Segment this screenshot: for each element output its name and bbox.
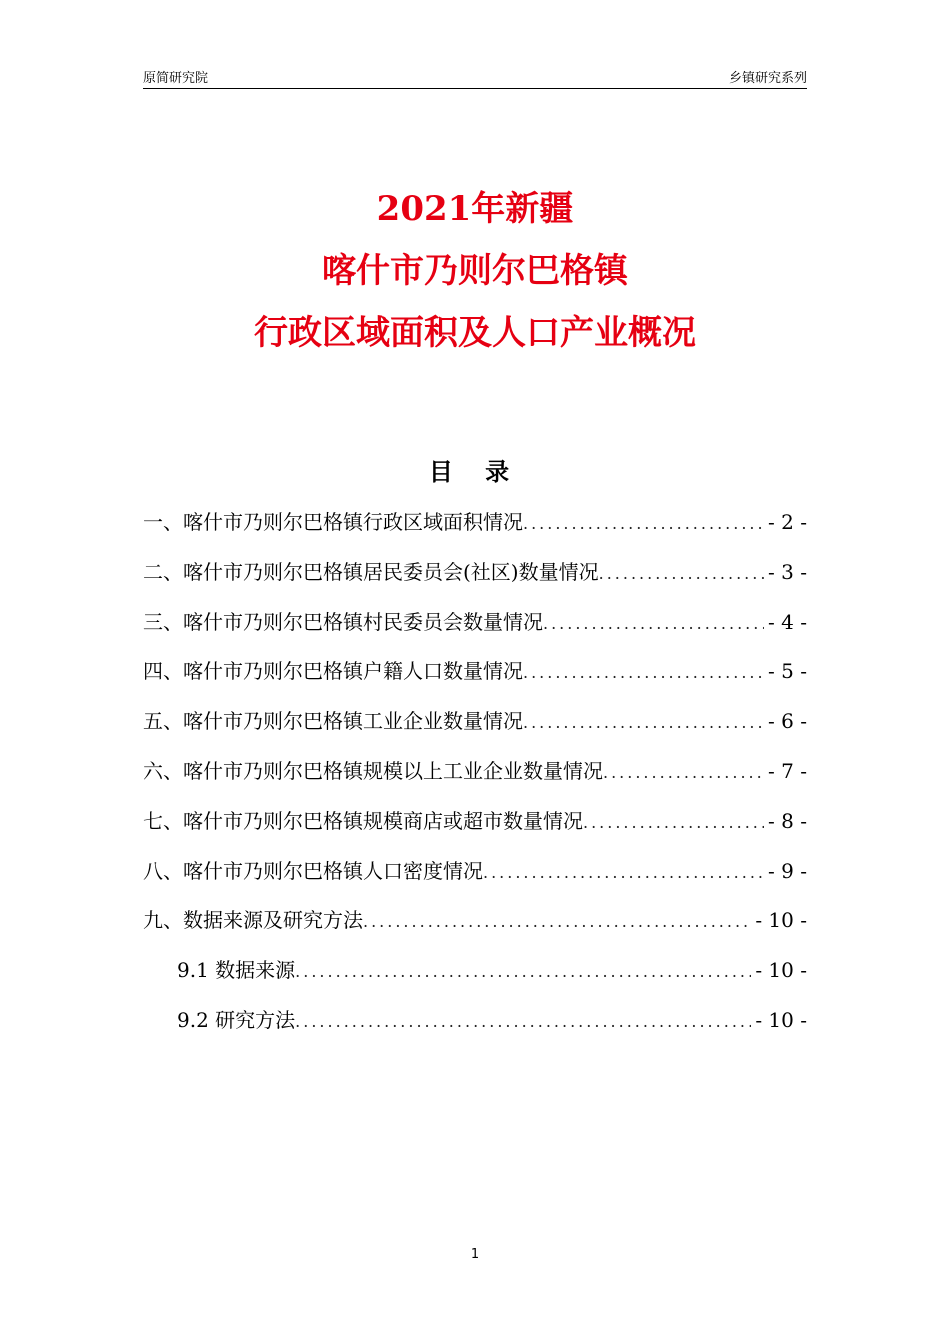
table-of-contents <box>143 506 807 1054</box>
toc-entry-page: - 10 - <box>755 958 807 983</box>
toc-entry[interactable] <box>143 606 807 656</box>
toc-entry-label: 9.1 数据来源 <box>177 958 296 983</box>
dot-leader <box>543 614 764 633</box>
toc-entry-page: - 7 - <box>768 758 807 783</box>
toc-subentry[interactable] <box>143 1004 807 1054</box>
header-left: 原简研究院 <box>143 71 209 86</box>
toc-entry-page: - 6 - <box>768 709 807 734</box>
toc-entry-label: 二、喀什市乃则尔巴格镇居民委员会(社区)数量情况 <box>143 559 599 584</box>
page-number: 1 <box>470 1247 480 1262</box>
toc-entry[interactable] <box>143 556 807 606</box>
toc-entry-page: - 3 - <box>768 559 807 584</box>
toc-subentry[interactable] <box>143 954 807 1004</box>
toc-entry-label: 八、喀什市乃则尔巴格镇人口密度情况 <box>143 858 483 883</box>
toc-entry-page: - 9 - <box>768 858 807 883</box>
title-line-3: 行政区域面积及人口产业概况 <box>254 313 696 353</box>
toc-entry-page: - 2 - <box>768 510 807 534</box>
title-line-2: 喀什市乃则尔巴格镇 <box>322 251 628 291</box>
toc-entry-page: - 5 - <box>768 659 807 684</box>
document-title <box>0 178 950 364</box>
toc-entry-page: - 10 - <box>755 1007 807 1032</box>
dot-leader <box>523 663 764 682</box>
dot-leader <box>523 713 764 732</box>
dot-leader <box>363 912 751 931</box>
toc-entry[interactable] <box>143 805 807 855</box>
title-line-1: 2021年新疆 <box>376 189 574 229</box>
dot-leader <box>483 863 764 882</box>
toc-entry-label: 9.2 研究方法 <box>177 1007 296 1032</box>
toc-entry[interactable] <box>143 904 807 954</box>
toc-entry-label: 九、数据来源及研究方法 <box>143 908 363 933</box>
toc-entry[interactable] <box>143 506 807 556</box>
page-header <box>143 68 807 89</box>
dot-leader <box>295 1012 751 1031</box>
toc-heading: 目 录 <box>428 458 522 486</box>
toc-entry[interactable] <box>143 755 807 805</box>
toc-entry-label: 一、喀什市乃则尔巴格镇行政区域面积情况 <box>143 510 523 534</box>
toc-entry-label: 六、喀什市乃则尔巴格镇规模以上工业企业数量情况 <box>143 758 603 783</box>
dot-leader <box>295 962 751 981</box>
toc-entry[interactable] <box>143 705 807 755</box>
toc-entry-label: 三、喀什市乃则尔巴格镇村民委员会数量情况 <box>143 609 543 634</box>
toc-entry-label: 五、喀什市乃则尔巴格镇工业企业数量情况 <box>143 709 523 734</box>
toc-entry[interactable] <box>143 855 807 905</box>
dot-leader <box>583 813 764 832</box>
toc-entry-page: - 8 - <box>768 808 807 833</box>
toc-entry[interactable] <box>143 655 807 705</box>
dot-leader <box>523 514 764 533</box>
header-right: 乡镇研究系列 <box>728 71 807 86</box>
dot-leader <box>599 564 764 583</box>
toc-entry-label: 七、喀什市乃则尔巴格镇规模商店或超市数量情况 <box>143 808 583 833</box>
toc-entry-page: - 10 - <box>755 908 807 933</box>
dot-leader <box>603 763 764 782</box>
toc-entry-label: 四、喀什市乃则尔巴格镇户籍人口数量情况 <box>143 659 523 684</box>
toc-entry-page: - 4 - <box>768 609 807 634</box>
